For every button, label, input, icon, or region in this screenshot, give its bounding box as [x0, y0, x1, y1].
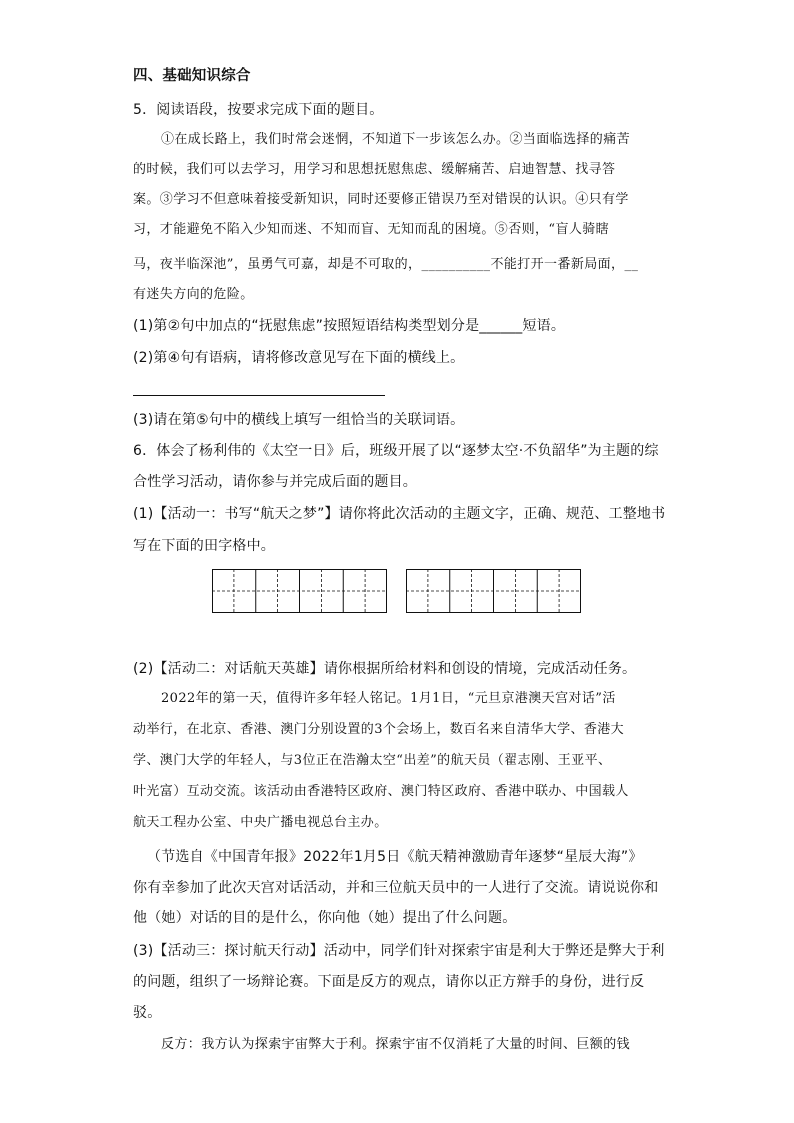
q5-sub3: (3)请在第⑤句中的横线上填写一组恰当的关联词语。	[133, 412, 465, 428]
q6-activity1-line: (1)【活动一：书写“航天之梦”】请你将此次活动的主题文字，正确、规范、工整地书	[133, 506, 666, 522]
tianzige-grid-left	[212, 569, 387, 613]
q6-activity2-intro: (2)【活动二：对话航天英雄】请你根据所给材料和创设的情境，完成活动任务。	[133, 661, 637, 677]
q6-stem-line: 6．体会了杨利伟的《太空一日》后，班级开展了以“逐梦太空·不负韶华”为主题的综	[133, 443, 659, 459]
q6-material-line: 学、澳门大学的年轻人，与3位正在浩瀚太空“出差”的航天员（翟志刚、王亚平、	[133, 753, 612, 768]
q6-activity1-line: 写在下面的田字格中。	[133, 538, 275, 554]
q5-sub1: (1)第②句中加点的“抚慰焦虑”按照短语结构类型划分是______短语。	[133, 318, 566, 334]
q6-material-line: 航天工程办公室、中央广播电视总台主办。	[133, 815, 388, 830]
q5-passage-line: 案。③学习不但意味着接受新知识，同时还要修正错误乃至对错误的认识。④只有学	[133, 192, 629, 207]
q6-activity3-line: 驳。	[133, 1005, 162, 1021]
section-heading: 四、基础知识综合	[133, 68, 251, 84]
q6-stem-line: 合性学习活动，请你参与并完成后面的题目。	[133, 474, 417, 490]
q5-passage-line: ①在成长路上，我们时常会迷惘，不知道下一步该怎么办。②当面临选择的痛苦	[161, 132, 631, 147]
q6-material-line: 2022年的第一天，值得许多年轻人铭记。1月1日，“元旦京港澳天宫对话”活	[161, 691, 616, 706]
q6-task-line: 你有幸参加了此次天宫对话活动，并和三位航天员中的一人进行了交流。请说说你和	[133, 880, 659, 896]
tianzige-grid-right	[406, 569, 581, 613]
q6-source-line: （节选自《中国青年报》2022年1月5日《航天精神激励青年逐梦“星辰大海”》	[147, 849, 643, 865]
q5-sub2: (2)第④句有语病，请将修改意见写在下面的横线上。	[133, 350, 465, 366]
q6-opponent-line: 反方：我方认为探索宇宙弊大于利。探索宇宙不仅消耗了大量的时间、巨额的钱	[161, 1037, 631, 1052]
q6-activity3-line: 的问题，组织了一场辩论赛。下面是反方的观点，请你以正方辩手的身份，进行反	[133, 974, 645, 990]
q6-activity3-line: (3)【活动三：探讨航天行动】活动中，同学们针对探索宇宙是利大于弊还是弊大于利	[133, 943, 665, 959]
q6-material-line: 叶光富）互动交流。该活动由香港特区政府、澳门特区政府、香港中联办、中国载人	[133, 784, 629, 799]
q5-passage-line: 的时候，我们可以去学习，用学习和思想抚慰焦虑、缓解痛苦、启迪智慧、找寻答	[133, 162, 616, 177]
q5-passage-line: 习，才能避免不陷入少知而迷、不知而盲、无知而乱的困境。⑤否则，“盲人骑瞎	[133, 222, 610, 237]
q5-passage-line: 马，夜半临深池”，虽勇气可嘉，却是不可取的，__________不能打开一番新局面，__	[133, 257, 639, 272]
q6-task-line: 他（她）对话的目的是什么，你向他（她）提出了什么问题。	[133, 910, 517, 926]
q6-material-line: 动举行，在北京、香港、澳门分别设置的3个会场上，数百名来自清华大学、香港大	[133, 722, 625, 737]
answer-line	[133, 395, 385, 396]
q5-stem: 5．阅读语段，按要求完成下面的题目。	[133, 102, 384, 118]
q5-passage-line: 有迷失方向的危险。	[133, 287, 254, 302]
